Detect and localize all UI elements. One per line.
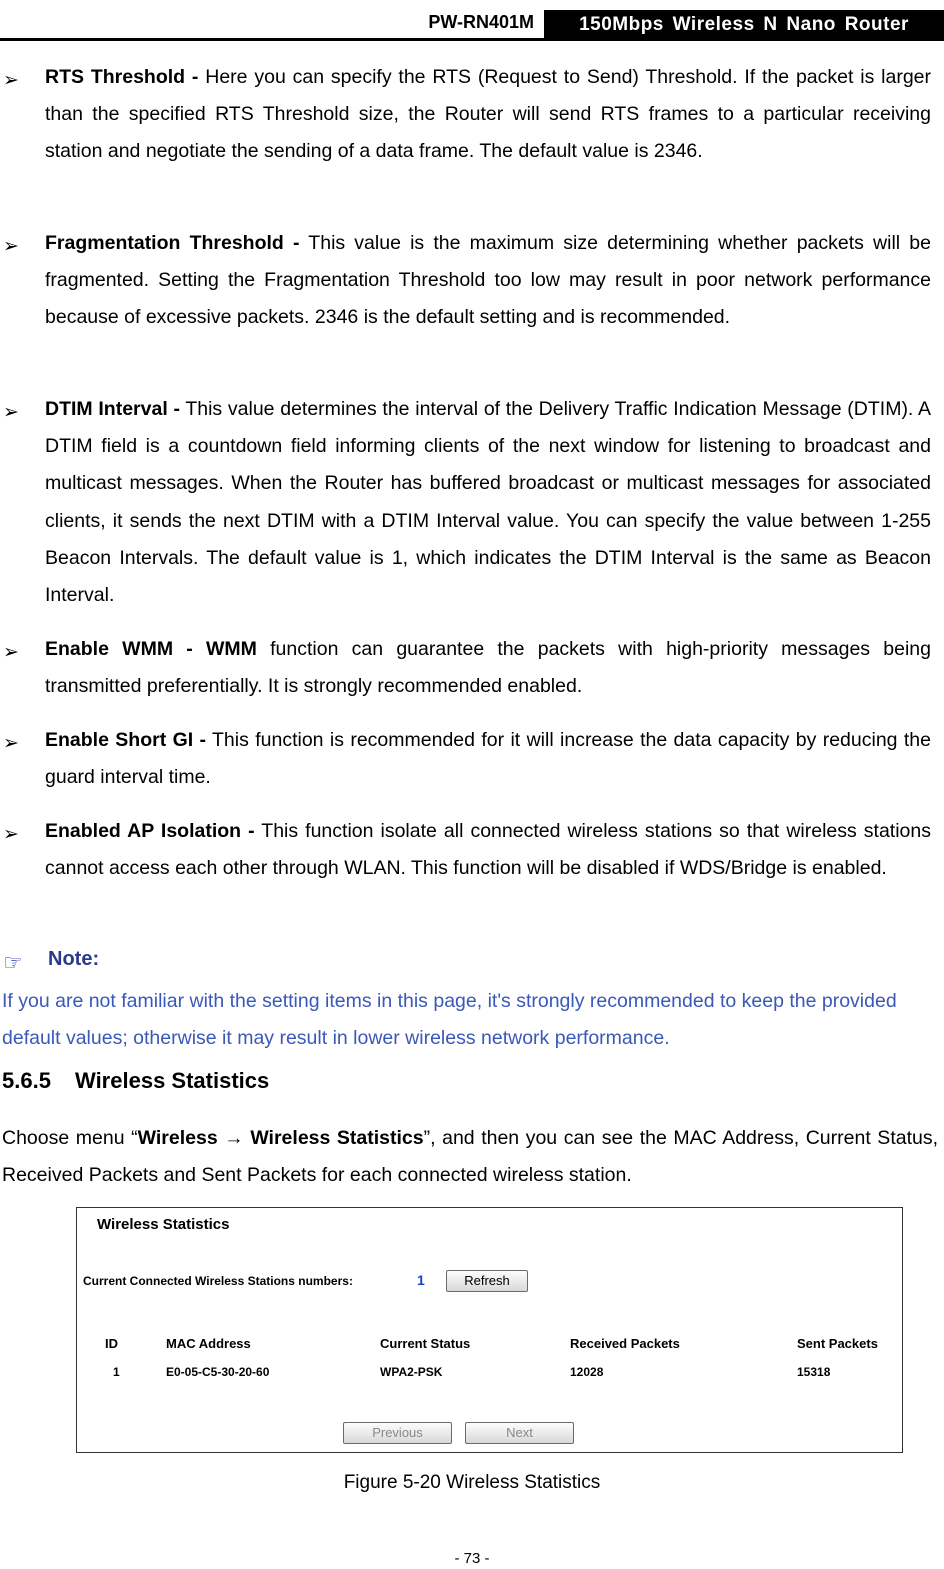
body-text: ”, and then you can see the MAC Address, Current Status, Received Packets and Sent Packets for each connected wireless station.: [2, 1127, 939, 1186]
menu-path-item: Wireless Statistics: [250, 1127, 424, 1149]
bullet-arrow-icon: ➢: [3, 70, 19, 91]
table-cell-received: 12028: [570, 1365, 604, 1379]
header-rule: [0, 38, 944, 41]
bullet-arrow-icon: ➢: [3, 236, 19, 257]
bullet-arrow-icon: ➢: [3, 824, 19, 845]
previous-button[interactable]: Previous: [343, 1422, 452, 1444]
item-text: This value determines the interval of the Delivery Traffic Indication Message (DTIM). A DTIM field is a countdown field informing clients of the next window for listening to broadcast and multicast messages. When the Router has buffered broadcast or multicast messages for associated clients, it sends the next DTIM with a DTIM Interval value. You can specify the value between 1-255 Beacon Intervals. The default value is 1, which indicates the DTIM Interval is the same as Beacon Interval.: [45, 398, 932, 607]
column-header-status: Current Status: [380, 1336, 471, 1351]
bullet-arrow-icon: ➢: [3, 402, 19, 423]
table-cell-status: WPA2-PSK: [380, 1365, 443, 1379]
station-count-value: 1: [417, 1272, 425, 1288]
item-text: This function isolate all connected wireless stations so that wireless stations cannot access each other through WLAN. This function will be disabled if WDS/Bridge is enabled.: [45, 820, 931, 880]
table-cell-mac: E0-05-C5-30-20-60: [166, 1365, 270, 1379]
column-header-sent: Sent Packets: [797, 1336, 878, 1351]
item-text: Here you can specify the RTS (Request to Send) Threshold. If the packet is larger than the specified RTS Threshold size, the Router will send RTS frames to a particular receiving station and negotiate the sending of a data frame. The default value is 2346.: [45, 66, 932, 163]
item-term: Enabled AP Isolation -: [45, 820, 255, 842]
wireless-statistics-screenshot: [76, 1207, 903, 1453]
figure-panel-title: Wireless Statistics: [97, 1216, 230, 1233]
figure-caption: Figure 5-20 Wireless Statistics: [343, 1472, 601, 1493]
item-enable-short-gi: [45, 722, 931, 796]
item-text: This value is the maximum size determining whether packets will be fragmented. Setting the Fragmentation Threshold too low may result in poor network performance because of excessive packets. 2346 is the default setting and is recommended.: [45, 232, 931, 329]
column-header-id: ID: [105, 1336, 118, 1351]
section-title: Wireless Statistics: [75, 1068, 270, 1093]
next-button[interactable]: Next: [465, 1422, 574, 1444]
bullet-arrow-icon: ➢: [3, 642, 19, 663]
item-ap-isolation: [45, 813, 931, 887]
body-paragraph: [2, 1120, 938, 1194]
page-header: [0, 0, 944, 42]
item-rts-threshold: [45, 59, 931, 171]
note-text: If you are not familiar with the setting items in this page, it's strongly recommended to keep the provided default values; otherwise it may result in lower wireless network performance.: [2, 990, 897, 1049]
station-count-label: Current Connected Wireless Stations numbers:: [83, 1274, 353, 1288]
item-term: Enable WMM - WMM: [45, 638, 257, 660]
item-term: Fragmentation Threshold -: [45, 232, 300, 254]
body-text: Choose menu “: [2, 1127, 138, 1149]
item-dtim-interval: [45, 391, 931, 614]
refresh-button[interactable]: Refresh: [446, 1270, 528, 1292]
header-title: 150Mbps Wireless N Nano Router: [544, 10, 944, 40]
bullet-arrow-icon: ➢: [3, 733, 19, 754]
column-header-received: Received Packets: [570, 1336, 680, 1351]
item-term: Enable Short GI -: [45, 729, 207, 751]
section-number: 5.6.5: [2, 1068, 51, 1093]
header-model: PW-RN401M: [428, 12, 534, 32]
item-enable-wmm: [45, 631, 931, 705]
pointing-hand-icon: ☞: [3, 950, 23, 975]
note-label: Note:: [48, 948, 100, 970]
column-header-mac: MAC Address: [166, 1336, 251, 1351]
item-fragmentation-threshold: [45, 225, 931, 337]
table-cell-id: 1: [113, 1365, 120, 1379]
item-text: function can guarantee the packets with high-priority messages being transmitted preferentially. It is strongly recommended enabled.: [45, 638, 931, 698]
item-term: DTIM Interval -: [45, 398, 180, 420]
page-number: - 73 -: [454, 1550, 490, 1567]
item-term: RTS Threshold -: [45, 66, 199, 88]
item-text: This function is recommended for it will increase the data capacity by reducing the guard interval time.: [45, 729, 931, 789]
menu-arrow-icon: →: [217, 1127, 251, 1149]
menu-path-item: Wireless: [137, 1127, 218, 1149]
section-heading: [2, 1068, 269, 1094]
table-cell-sent: 15318: [797, 1365, 831, 1379]
